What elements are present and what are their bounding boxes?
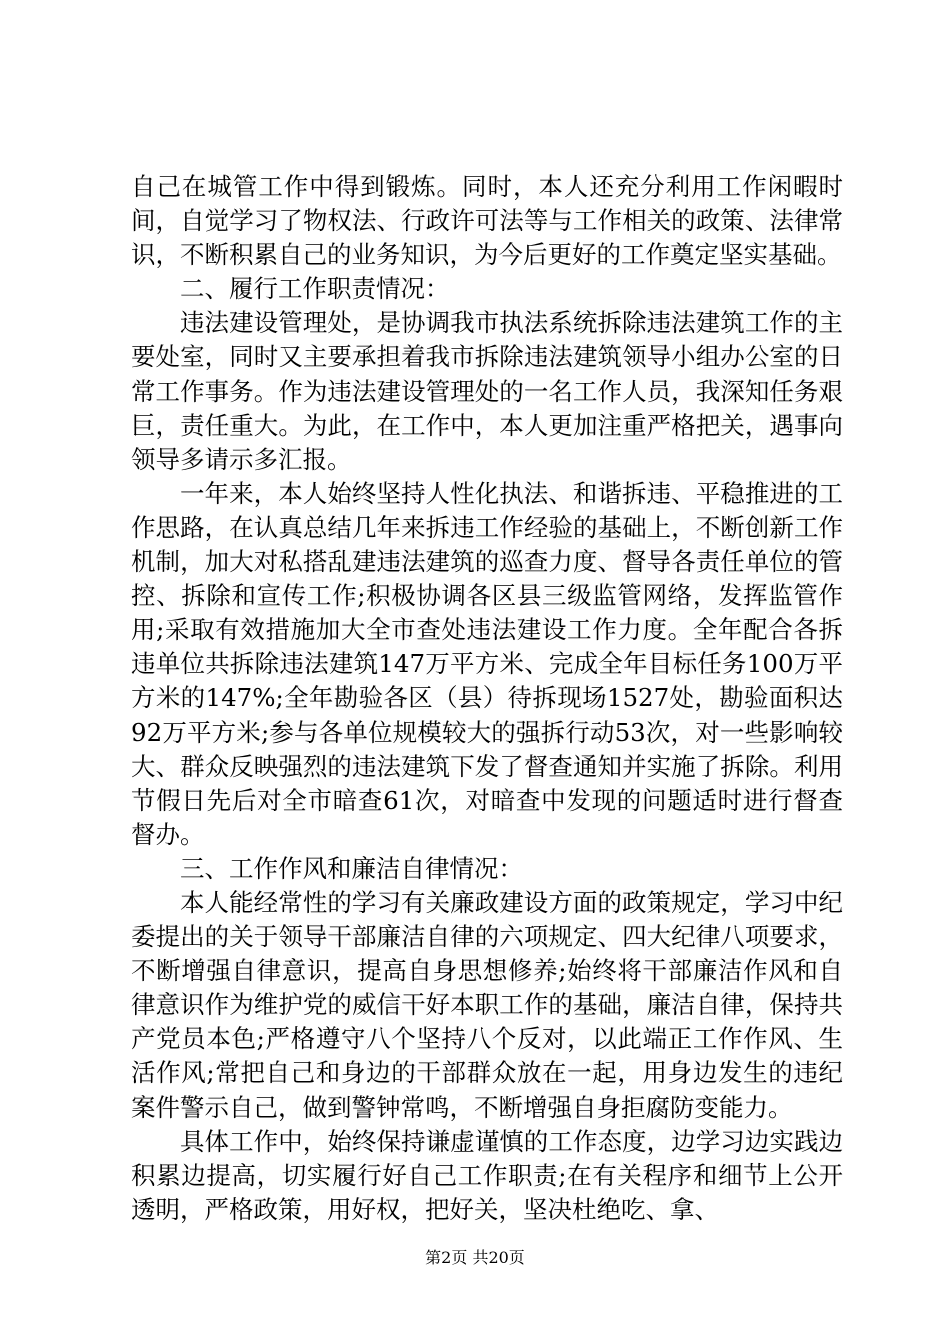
paragraph: 一年来，本人始终坚持人性化执法、和谐拆违、平稳推进的工作思路，在认真总结几年来拆违工作经验的基础上，不断创新工作机制，加大对私搭乱建违法建筑的巡查力度、督导各责任单位的管控、拆除和宣传工作;积极协调各区县三级监管网络，发挥监管作用;采取有效措施加大全市查处违法建设工作力度。全年配合各拆违单位共拆除违法建筑147万平方米、完成全年目标任务100万平方米的147%;全年勘验各区（县）待拆现场1527处，勘验面积达92万平方米;参与各单位规模较大的强拆行动53次，对一些影响较大、群众反映强烈的违法建筑下发了督查通知并实施了拆除。利用节假日先后对全市暗查61次，对暗查中发现的问题适时进行督查督办。 bbox=[131, 478, 843, 849]
page-footer: 第2页 共20页 bbox=[425, 1248, 525, 1267]
document-body bbox=[131, 170, 843, 1227]
paragraph: 违法建设管理处，是协调我市执法系统拆除违法建筑工作的主要处室，同时又主要承担着我市拆除违法建筑领导小组办公室的日常工作事务。作为违法建设管理处的一名工作人员，我深知任务艰巨，责任重大。为此，在工作中，本人更加注重严格把关，遇事向领导多请示多汇报。 bbox=[131, 308, 843, 474]
section-heading: 二、履行工作职责情况： bbox=[180, 274, 450, 304]
paragraph: 自己在城管工作中得到锻炼。同时，本人还充分利用工作闲暇时间，自觉学习了物权法、行政许可法等与工作相关的政策、法律常识，不断积累自己的业务知识，为今后更好的工作奠定坚实基础。 bbox=[131, 172, 843, 270]
section-heading: 三、工作作风和廉洁自律情况： bbox=[180, 853, 523, 883]
paragraph: 本人能经常性的学习有关廉政建设方面的政策规定，学习中纪委提出的关于领导干部廉洁自律的六项规定、四大纪律八项要求，不断增强自律意识，提高自身思想修养;始终将干部廉洁作风和自律意识作为维护党的威信干好本职工作的基础，廉洁自律，保持共产党员本色;严格遵守八个坚持八个反对，以此端正工作作风、生活作风;常把自己和身边的干部群众放在一起，用身边发生的违纪案件警示自己，做到警钟常鸣，不断增强自身拒腐防变能力。 bbox=[131, 887, 843, 1122]
paragraph: 具体工作中，始终保持谦虚谨慎的工作态度，边学习边实践边积累边提高，切实履行好自己工作职责;在有关程序和细节上公开透明，严格政策，用好权，把好关，坚决杜绝吃、拿、 bbox=[131, 1126, 843, 1224]
